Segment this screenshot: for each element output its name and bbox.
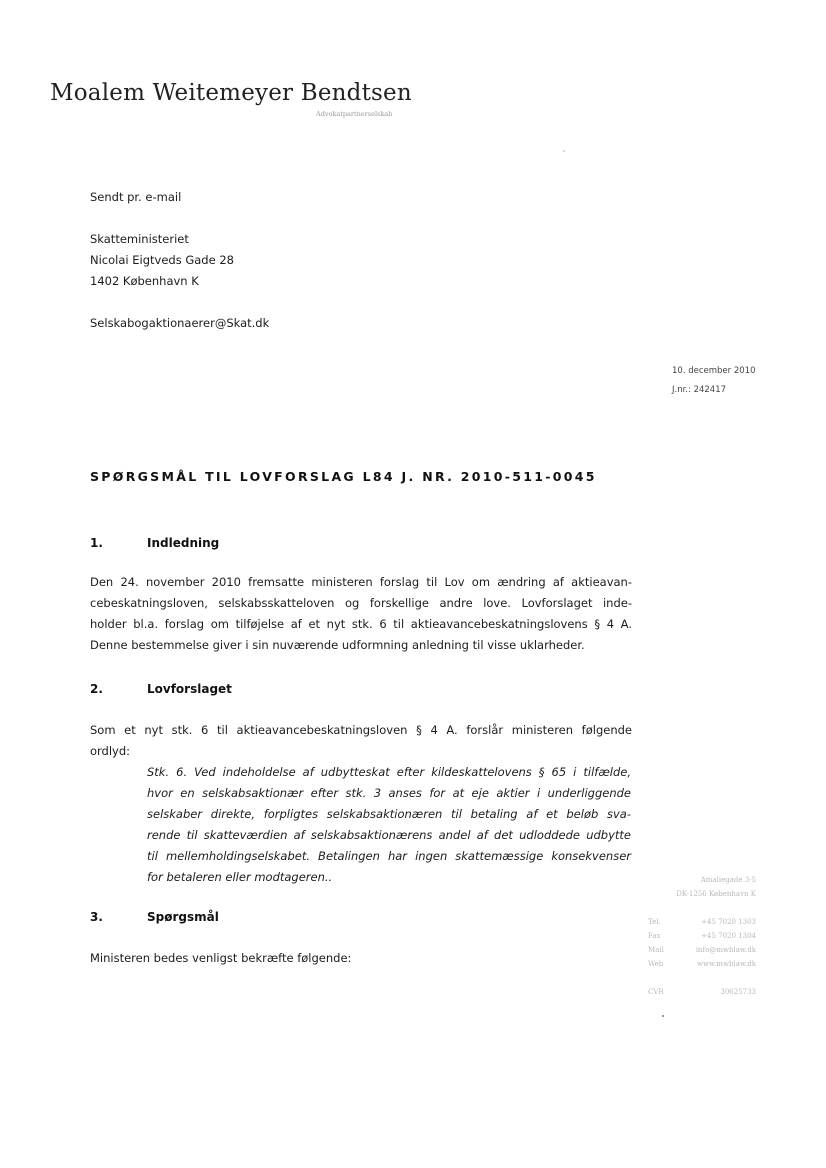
tel-label: Tel. — [648, 918, 661, 926]
firm-street: Amaliegade 3-5 — [700, 876, 756, 884]
firm-tel — [648, 915, 756, 929]
firm-fax — [648, 929, 756, 943]
section-number: 1. — [90, 536, 103, 550]
recipient-street: Nicolai Eigtveds Gade 28 — [90, 253, 234, 267]
quote-line: selskaber direkte, forpligtes selskabsaktionæren til betaling af et beløb sva- — [147, 807, 631, 821]
recipient-email: Selskabogaktionaerer@Skat.dk — [90, 316, 270, 330]
paragraph-line: cebeskatningsloven, selskabsskatteloven og forskellige andre love. Lovforslaget inde- — [90, 596, 632, 610]
section-number: 2. — [90, 682, 103, 696]
firm-cvr — [648, 985, 756, 999]
quoted-provision — [147, 762, 631, 888]
intro-paragraph — [90, 572, 632, 656]
paragraph-line: holder bl.a. forslag om tilføjelse af et nyt stk. 6 til aktieavancebeskatningslovens § 4 A. — [90, 617, 632, 631]
mail-label: Mail — [648, 946, 664, 954]
fax-value: +45 7020 1304 — [701, 932, 756, 940]
cvr-value: 30625733 — [720, 988, 756, 996]
firm-contact-block — [648, 873, 756, 999]
paragraph-line: Den 24. november 2010 fremsatte ministeren forslag til Lov om ændring af aktieavan- — [90, 575, 632, 589]
letter-date: 10. december 2010 — [672, 366, 756, 376]
quote-line: hvor en selskabsaktionær efter stk. 3 anses for at eje aktier i underliggende — [147, 786, 631, 800]
paragraph-line: Denne bestemmelse giver i sin nuværende udformning anledning til visse uklarheder. — [90, 638, 585, 652]
question-intro: Ministeren bedes venligst bekræfte følgende: — [90, 951, 352, 965]
mail-value: info@mwblaw.dk — [695, 946, 756, 954]
quote-line: rende til skatteværdien af selskabsaktionærens andel af det udloddede udbytte — [147, 828, 631, 842]
firm-postal: DK-1256 København K — [676, 890, 756, 898]
tel-value: +45 7020 1303 — [701, 918, 756, 926]
proposal-paragraph — [90, 720, 632, 762]
web-label: Web — [648, 960, 664, 968]
scan-speck — [563, 150, 565, 152]
section-title: Spørgsmål — [147, 910, 219, 924]
quote-line: Stk. 6. Ved indeholdelse af udbytteskat efter kildeskattelovens § 65 i tilfælde, — [147, 765, 631, 779]
firm-logo: Moalem Weitemeyer Bendtsen — [50, 80, 412, 106]
journal-number: J.nr.: 242417 — [672, 385, 727, 395]
cvr-label: CVR — [648, 988, 664, 996]
scan-speck — [662, 1015, 664, 1017]
firm-web — [648, 957, 756, 971]
recipient-name: Skatteministeriet — [90, 232, 189, 246]
recipient-address — [90, 229, 234, 292]
paragraph-line: Som et nyt stk. 6 til aktieavancebeskatningsloven § 4 A. forslår ministeren følgende — [90, 723, 632, 737]
quote-line: for betaleren eller modtageren.. — [147, 870, 333, 884]
section-number: 3. — [90, 910, 103, 924]
firm-mail — [648, 943, 756, 957]
fax-label: Fax — [648, 932, 661, 940]
letter-meta — [672, 362, 755, 400]
quote-line: til mellemholdingselskabet. Betalingen har ingen skattemæssige konsekvenser — [147, 849, 631, 863]
web-value: www.mwblaw.dk — [696, 960, 756, 968]
paragraph-line: ordlyd: — [90, 744, 131, 758]
delivery-method: Sendt pr. e-mail — [90, 190, 182, 204]
firm-subtitle: Advokatpartnerselskab — [316, 110, 393, 118]
recipient-city: 1402 København K — [90, 274, 199, 288]
section-title: Lovforslaget — [147, 682, 232, 696]
letter-subject: SPØRGSMÅL TIL LOVFORSLAG L84 J. NR. 2010-511-0045 — [90, 469, 597, 484]
section-title: Indledning — [147, 536, 220, 550]
